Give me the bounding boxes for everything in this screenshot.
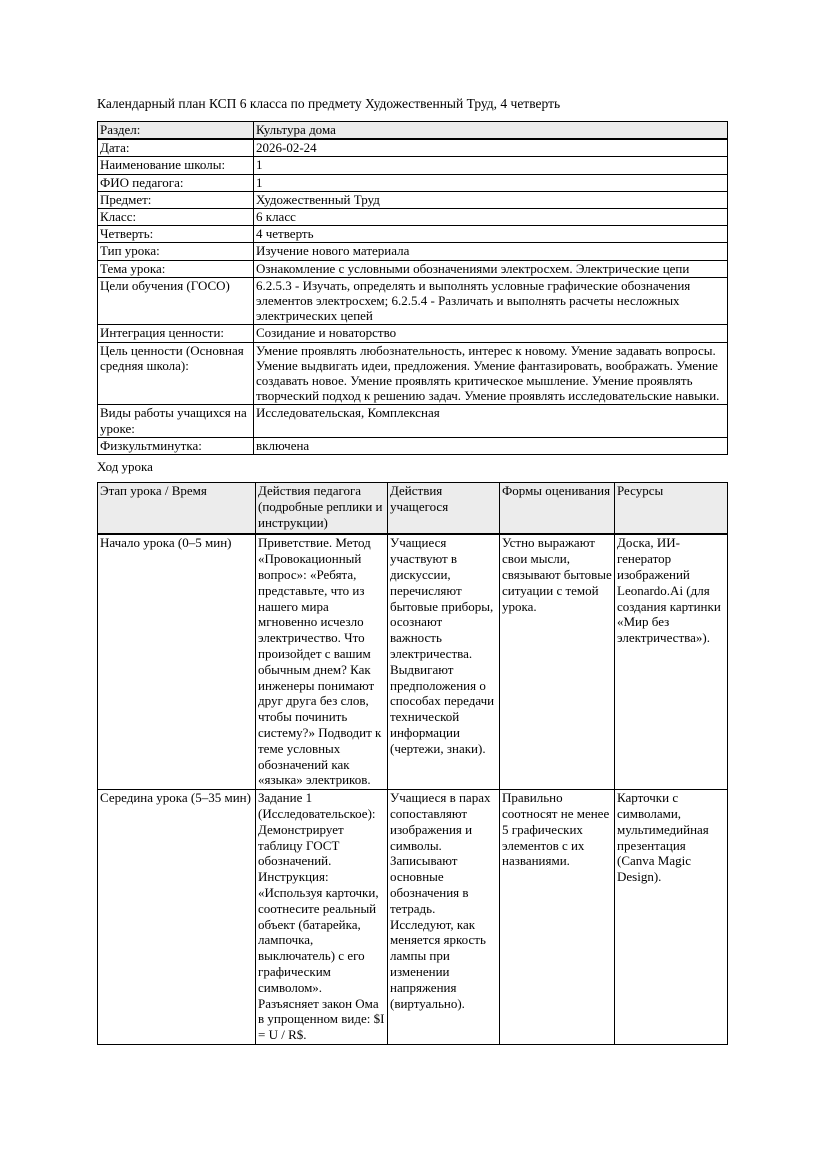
stage-cell: Начало урока (0–5 мин) xyxy=(98,534,256,789)
teacher-actions-cell: Задание 1 (Исследовательское): Демонстрирует таблицу ГОСТ обозначений. Инструкция: «Используя карточки, соотнесите реальный объект (батарейка, лампочка, выключатель) с его графическим символом». Разъясняет закон Ома в упрощенном виде: $I = U / R$. xyxy=(256,790,388,1045)
header-cell-student-actions: Действия учащегося xyxy=(388,483,500,535)
header-cell-resources: Ресурсы xyxy=(615,483,728,535)
table-row xyxy=(98,405,728,437)
table-row xyxy=(98,209,728,226)
resources-cell: Доска, ИИ-генератор изображений Leonardo.Ai (для создания картинки «Мир без электричества»). xyxy=(615,534,728,789)
info-row-label: Виды работы учащихся на уроке: xyxy=(98,405,254,437)
assessment-cell: Устно выражают свои мысли, связывают бытовые ситуации с темой урока. xyxy=(500,534,615,789)
page-title: Календарный план КСП 6 класса по предмету Художественный Труд, 4 четверть xyxy=(97,96,561,111)
info-table xyxy=(97,121,728,455)
info-row-label: Цель ценности (Основная средняя школа): xyxy=(98,342,254,405)
table-row xyxy=(98,437,728,454)
table-row xyxy=(98,174,728,191)
section-heading: Ход урока xyxy=(97,459,153,475)
stage-cell: Середина урока (5–35 мин) xyxy=(98,790,256,1045)
resources-cell: Карточки с символами, мультимедийная презентация (Canva Magic Design). xyxy=(615,790,728,1045)
info-row-value: Созидание и новаторство xyxy=(254,325,728,342)
info-row-value: Исследовательская, Комплексная xyxy=(254,405,728,437)
table-row xyxy=(98,790,728,1045)
student-actions-cell: Учащиеся в парах сопоставляют изображения и символы. Записывают основные обозначения в тетрадь. Исследуют, как меняется яркость лампы при изменении напряжения (виртуально). xyxy=(388,790,500,1045)
info-row-value: Культура дома xyxy=(254,122,728,140)
header-cell-assessment: Формы оценивания xyxy=(500,483,615,535)
table-row xyxy=(98,122,728,140)
info-row-label: Интеграция ценности: xyxy=(98,325,254,342)
info-row-value: Ознакомление с условными обозначениями электросхем. Электрические цепи xyxy=(254,260,728,277)
header-cell-teacher-actions: Действия педагога (подробные реплики и инструкции) xyxy=(256,483,388,535)
info-row-value: 4 четверть xyxy=(254,226,728,243)
table-row xyxy=(98,534,728,789)
table-row xyxy=(98,191,728,208)
info-row-value: Художественный Труд xyxy=(254,191,728,208)
info-row-value: 2026-02-24 xyxy=(254,139,728,157)
info-row-value: Изучение нового материала xyxy=(254,243,728,260)
info-row-label: Четверть: xyxy=(98,226,254,243)
table-row xyxy=(98,226,728,243)
info-row-label: Класс: xyxy=(98,209,254,226)
table-row xyxy=(98,342,728,405)
table-row xyxy=(98,139,728,157)
info-row-label: ФИО педагога: xyxy=(98,174,254,191)
info-row-value: 6 класс xyxy=(254,209,728,226)
lesson-table-header-row xyxy=(98,483,728,535)
table-row xyxy=(98,157,728,174)
assessment-cell: Правильно соотносят не менее 5 графических элементов с их названиями. xyxy=(500,790,615,1045)
info-row-value: 6.2.5.3 - Изучать, определять и выполнять условные графические обозначения элементов электросхем; 6.2.5.4 - Различать и выполнять расчеты несложных электрических цепей xyxy=(254,277,728,325)
info-row-label: Тип урока: xyxy=(98,243,254,260)
info-row-value: включена xyxy=(254,437,728,454)
info-row-label: Наименование школы: xyxy=(98,157,254,174)
header-cell-stage: Этап урока / Время xyxy=(98,483,256,535)
info-row-label: Физкультминутка: xyxy=(98,437,254,454)
table-row xyxy=(98,243,728,260)
table-row xyxy=(98,277,728,325)
table-row xyxy=(98,325,728,342)
info-row-label: Цели обучения (ГОСО) xyxy=(98,277,254,325)
lesson-table xyxy=(97,482,728,1045)
info-row-label: Предмет: xyxy=(98,191,254,208)
student-actions-cell: Учащиеся участвуют в дискуссии, перечисляют бытовые приборы, осознают важность электричества. Выдвигают предположения о способах передачи технической информации (чертежи, знаки). xyxy=(388,534,500,789)
info-row-value: 1 xyxy=(254,157,728,174)
info-row-value: Умение проявлять любознательность, интерес к новому. Умение задавать вопросы. Умение выдвигать идеи, предложения. Умение фантазировать, воображать. Умение создавать новое. Умение проявлять критическое мышление. Умение проявлять творческий подход к решению задач. Умение проявлять исследовательские навыки. xyxy=(254,342,728,405)
teacher-actions-cell: Приветствие. Метод «Провокационный вопрос»: «Ребята, представьте, что из нашего мира мгновенно исчезло электричество. Что произойдет с вашим обычным днем? Как инженеры понимают друг друга без слов, чтобы починить систему?» Подводит к теме условных обозначений как «языка» электриков. xyxy=(256,534,388,789)
info-row-label: Тема урока: xyxy=(98,260,254,277)
info-row-label: Дата: xyxy=(98,139,254,157)
table-row xyxy=(98,260,728,277)
info-row-label: Раздел: xyxy=(98,122,254,140)
info-row-value: 1 xyxy=(254,174,728,191)
